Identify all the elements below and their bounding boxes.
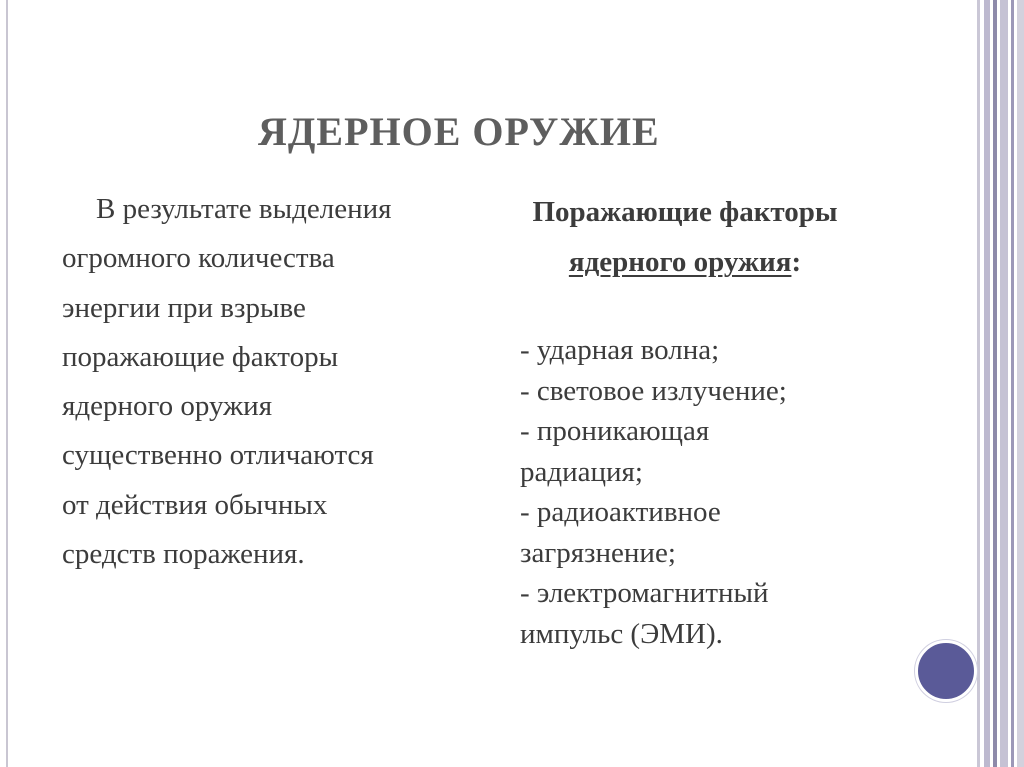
list-item: радиация; xyxy=(520,455,643,488)
text-line: существенно отличаются xyxy=(62,439,374,472)
text-line: В результате выделения xyxy=(96,193,392,225)
list-item: загрязнение; xyxy=(520,536,676,569)
list-item: - радиоактивное xyxy=(520,496,721,528)
decorative-stripe xyxy=(984,0,990,767)
text-line: средств поражения. xyxy=(62,538,305,571)
list-item: - проникающая xyxy=(520,415,710,447)
right-text-column xyxy=(490,187,880,650)
slide-title: ЯДЕРНОЕ ОРУЖИЕ xyxy=(258,109,660,154)
text-line: огромного количества xyxy=(62,242,335,275)
list-item: импульс (ЭМИ). xyxy=(520,617,723,650)
decorative-stripe xyxy=(1000,0,1008,767)
list-item: - электромагнитный xyxy=(520,577,769,609)
list-item: - световое излучение; xyxy=(520,374,787,407)
factors-list xyxy=(520,330,787,654)
text-line: от действия обычных xyxy=(62,488,328,521)
text-line: поражающие факторы xyxy=(62,340,339,373)
decorative-stripe xyxy=(1011,0,1014,767)
factors-heading xyxy=(490,187,880,287)
left-frame-line xyxy=(6,0,8,767)
factors-heading-line1: Поражающие факторы xyxy=(532,196,838,228)
left-text-column xyxy=(62,185,472,579)
factors-heading-colon: : xyxy=(791,246,802,278)
decorative-stripe xyxy=(977,0,980,767)
decorative-stripe xyxy=(993,0,997,767)
factors-heading-line2 xyxy=(490,237,880,287)
factors-heading-underlined: ядерного оружия xyxy=(568,246,792,278)
text-line: энергии при взрыве xyxy=(62,291,306,324)
text-line: ядерного оружия xyxy=(62,390,273,423)
decorative-stripe xyxy=(1017,0,1024,767)
decorative-circle xyxy=(915,640,977,702)
list-item: - ударная волна; xyxy=(520,334,720,366)
